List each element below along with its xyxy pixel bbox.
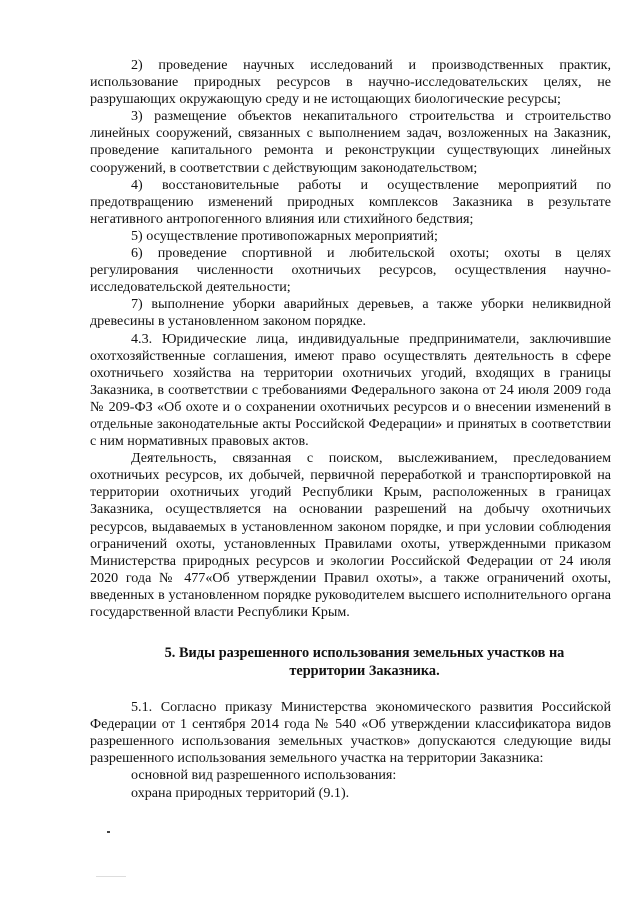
section-heading (90, 621, 611, 699)
paragraph-item-4: 4) восстановительные работы и осуществление мероприятий по предотвращению изменений природных комплексов Заказника в результате негативного антропогенного влияния или стихийного бедствия; (90, 176, 611, 227)
paragraph-item-7: 7) выполнение уборки аварийных деревьев, а также уборки неликвидной древесины в установленном законом порядке. (90, 296, 611, 330)
paragraph-item-5: 5) осуществление противопожарных мероприятий; (131, 227, 438, 244)
paragraph-item-6: 6) проведение спортивной и любительской охоты; охоты в целях регулирования численности охотничьих ресурсов, осуществления научно-исследовательской деятельности; (90, 245, 611, 296)
section-heading-line-1: 5. Виды разрешенного использования земельных участков на (164, 645, 565, 662)
section-heading-line-2: территории Заказника. (289, 663, 440, 680)
paragraph-5-1: 5.1. Согласно приказу Министерства экономического развития Российской Федерации от 1 сентября 2014 года № 540 «Об утверждении классификатора видов разрешенного использования земельных участков» допускаются следующие виды разрешенного использования земельного участка на территории Заказника: (90, 699, 611, 767)
main-use-value: охрана природных территорий (9.1). (131, 784, 350, 801)
scan-artifact-line (96, 876, 126, 877)
scan-dot-mark (107, 831, 110, 833)
paragraph-item-2: 2) проведение научных исследований и производственных практик, использование природных ресурсов в научно-исследовательских целях, не разрушающих окружающую среду и не истощающих биологические ресурсы; (90, 57, 611, 108)
paragraph-item-3: 3) размещение объектов некапитального строительства и строительство линейных сооружений, связанных с выполнением задач, возложенных на Заказник, проведение капитального ремонта и реконструкции существующих линейных сооружений, в соответствии с действующим законодательством; (90, 108, 611, 176)
paragraph-hunting-activity: Деятельность, связанная с поиском, выслеживанием, преследованием охотничьих ресурсов, их добычей, первичной переработкой и транспортировкой на территории охотничьих угодий Республики Крым, расположенных в границах Заказника, осуществляется на основании разрешений на добычу охотничьих ресурсов, выдаваемых в установленном законом порядке, и при условии соблюдения ограничений охоты, установленных Правилами охоты, утвержденными приказом Министерства природных ресурсов и экологии Российской Федерации от 24 июля 2020 года № 477«Об утверждении Правил охоты», а также ограничений охоты, введенных в установленном порядке руководителем высшего исполнительного органа государственной власти Республики Крым. (90, 450, 611, 620)
paragraph-4-3: 4.3. Юридические лица, индивидуальные предприниматели, заключившие охотхозяйственные соглашения, имеют право осуществлять деятельность в сфере охотничьего хозяйства на территории охотничьих угодий, входящих в границы Заказника, в соответствии с требованиями Федерального закона от 24 июля 2009 года № 209-ФЗ «Об охоте и о сохранении охотничьих ресурсов и о внесении изменений в отдельные законодательные акты Российской Федерации» и принятых в соответствии с ним нормативных правовых актов. (90, 330, 611, 450)
main-use-label: основной вид разрешенного использования: (131, 767, 397, 784)
